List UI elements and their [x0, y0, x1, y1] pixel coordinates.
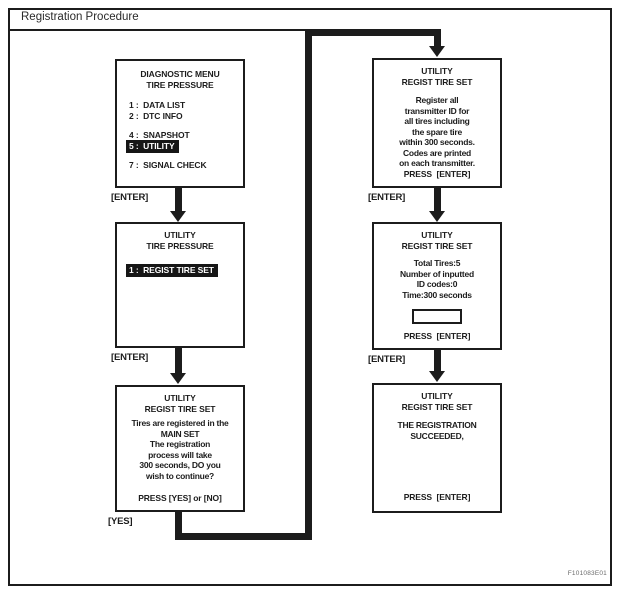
screen-title	[374, 391, 500, 412]
utility-menu-list	[129, 265, 218, 276]
arrow-down-icon	[429, 211, 445, 222]
body-line: process will take	[148, 449, 212, 460]
diagnostic-menu-list	[129, 100, 207, 171]
screen-registration-result	[372, 383, 502, 513]
arrow-down-icon	[170, 373, 186, 384]
title-underline	[8, 29, 310, 31]
screen-register-instruction	[372, 58, 502, 188]
screen-body	[374, 420, 500, 441]
screen-title-line1: UTILITY	[421, 66, 453, 76]
body-line: transmitter ID for	[404, 105, 470, 116]
selected-item-highlight: 5 : UTILITY	[126, 140, 179, 153]
screen-title-line2: REGIST TIRE SET	[401, 240, 473, 251]
arrow-shaft	[434, 188, 441, 212]
menu-item-signal-check: 7 : SIGNAL CHECK	[129, 160, 207, 170]
screen-title-line2: REGIST TIRE SET	[144, 403, 216, 414]
screen-title-line1: UTILITY	[164, 230, 196, 240]
body-line: SUCCEEDED,	[410, 430, 464, 441]
menu-gap	[129, 122, 207, 130]
press-enter-prompt: PRESS [ENTER]	[403, 492, 471, 502]
screen-title	[374, 66, 500, 87]
menu-item-regist-tire-set-selected	[129, 265, 218, 276]
screen-title	[117, 230, 243, 251]
body-line: The registration	[149, 439, 211, 449]
body-line: all tires including	[404, 116, 470, 126]
screen-title	[117, 69, 243, 90]
press-enter-prompt: PRESS [ENTER]	[403, 331, 471, 341]
arrow-down-icon	[170, 211, 186, 222]
arrow-shaft	[434, 350, 441, 372]
menu-item-utility-selected	[129, 141, 207, 152]
screen-utility-menu	[115, 222, 245, 348]
screen-title-line2: TIRE PRESSURE	[146, 240, 214, 251]
menu-item-dtc-info: 2 : DTC INFO	[129, 111, 183, 121]
arrow-down-icon	[429, 371, 445, 382]
body-line: wish to continue?	[146, 470, 214, 481]
figure-code: F101083E01	[567, 570, 607, 577]
menu-item-data-list: 1 : DATA LIST	[129, 100, 186, 110]
connector-bottom-horizontal	[175, 533, 312, 540]
body-line: 300 seconds, DO you	[139, 460, 221, 470]
screen-title-line2: REGIST TIRE SET	[401, 401, 473, 412]
press-yes-no-prompt: PRESS [YES] or [NO]	[138, 493, 222, 503]
screen-title-line1: UTILITY	[421, 391, 453, 401]
screen-title-line1: UTILITY	[164, 393, 196, 403]
body-line: MAIN SET	[160, 428, 200, 439]
screen-registration-progress	[372, 222, 502, 350]
body-line: Number of inputted	[400, 268, 474, 279]
enter-key-label: [ENTER]	[111, 192, 149, 203]
body-line: on each transmitter.	[399, 158, 475, 168]
screen-title-line1: UTILITY	[421, 230, 453, 240]
selected-item-highlight: 1 : REGIST TIRE SET	[126, 264, 218, 277]
arrow-shaft	[175, 188, 182, 212]
connector-drop-to-register	[434, 29, 441, 47]
screen-title	[374, 230, 500, 251]
page-title: Registration Procedure	[21, 11, 139, 23]
screen-title	[117, 393, 243, 414]
screen-body	[374, 258, 500, 300]
yes-key-label: [YES]	[108, 516, 133, 527]
screen-registration-confirm	[115, 385, 245, 512]
menu-item-snapshot: 4 : SNAPSHOT	[129, 130, 190, 140]
body-line: Register all	[415, 95, 459, 105]
body-line-id-codes: ID codes:0	[416, 279, 458, 289]
enter-key-label: [ENTER]	[111, 352, 149, 363]
body-line: Tires are registered in the	[131, 418, 229, 428]
arrow-shaft	[175, 348, 182, 374]
screen-body	[374, 95, 500, 169]
connector-vertical-riser	[305, 29, 312, 540]
screen-diagnostic-menu	[115, 59, 245, 188]
screen-title-line2: TIRE PRESSURE	[146, 79, 214, 90]
enter-key-label: [ENTER]	[368, 192, 406, 203]
connector-top-horizontal	[305, 29, 441, 36]
enter-key-label: [ENTER]	[368, 354, 406, 365]
arrow-down-icon	[429, 46, 445, 57]
menu-gap	[129, 152, 207, 160]
screen-title-line1: DIAGNOSTIC MENU	[140, 69, 220, 79]
screen-title-line2: REGIST TIRE SET	[401, 76, 473, 87]
body-line: Codes are printed	[402, 147, 472, 158]
body-line: THE REGISTRATION	[397, 420, 477, 430]
body-line-time: Time:300 seconds	[402, 289, 472, 300]
press-enter-prompt: PRESS [ENTER]	[403, 169, 471, 179]
screen-body	[117, 418, 243, 481]
id-code-entry-field	[412, 309, 462, 324]
body-line: within 300 seconds.	[399, 137, 475, 147]
body-line: the spare tire	[412, 126, 462, 137]
body-line-total-tires: Total Tires:5	[413, 258, 461, 268]
